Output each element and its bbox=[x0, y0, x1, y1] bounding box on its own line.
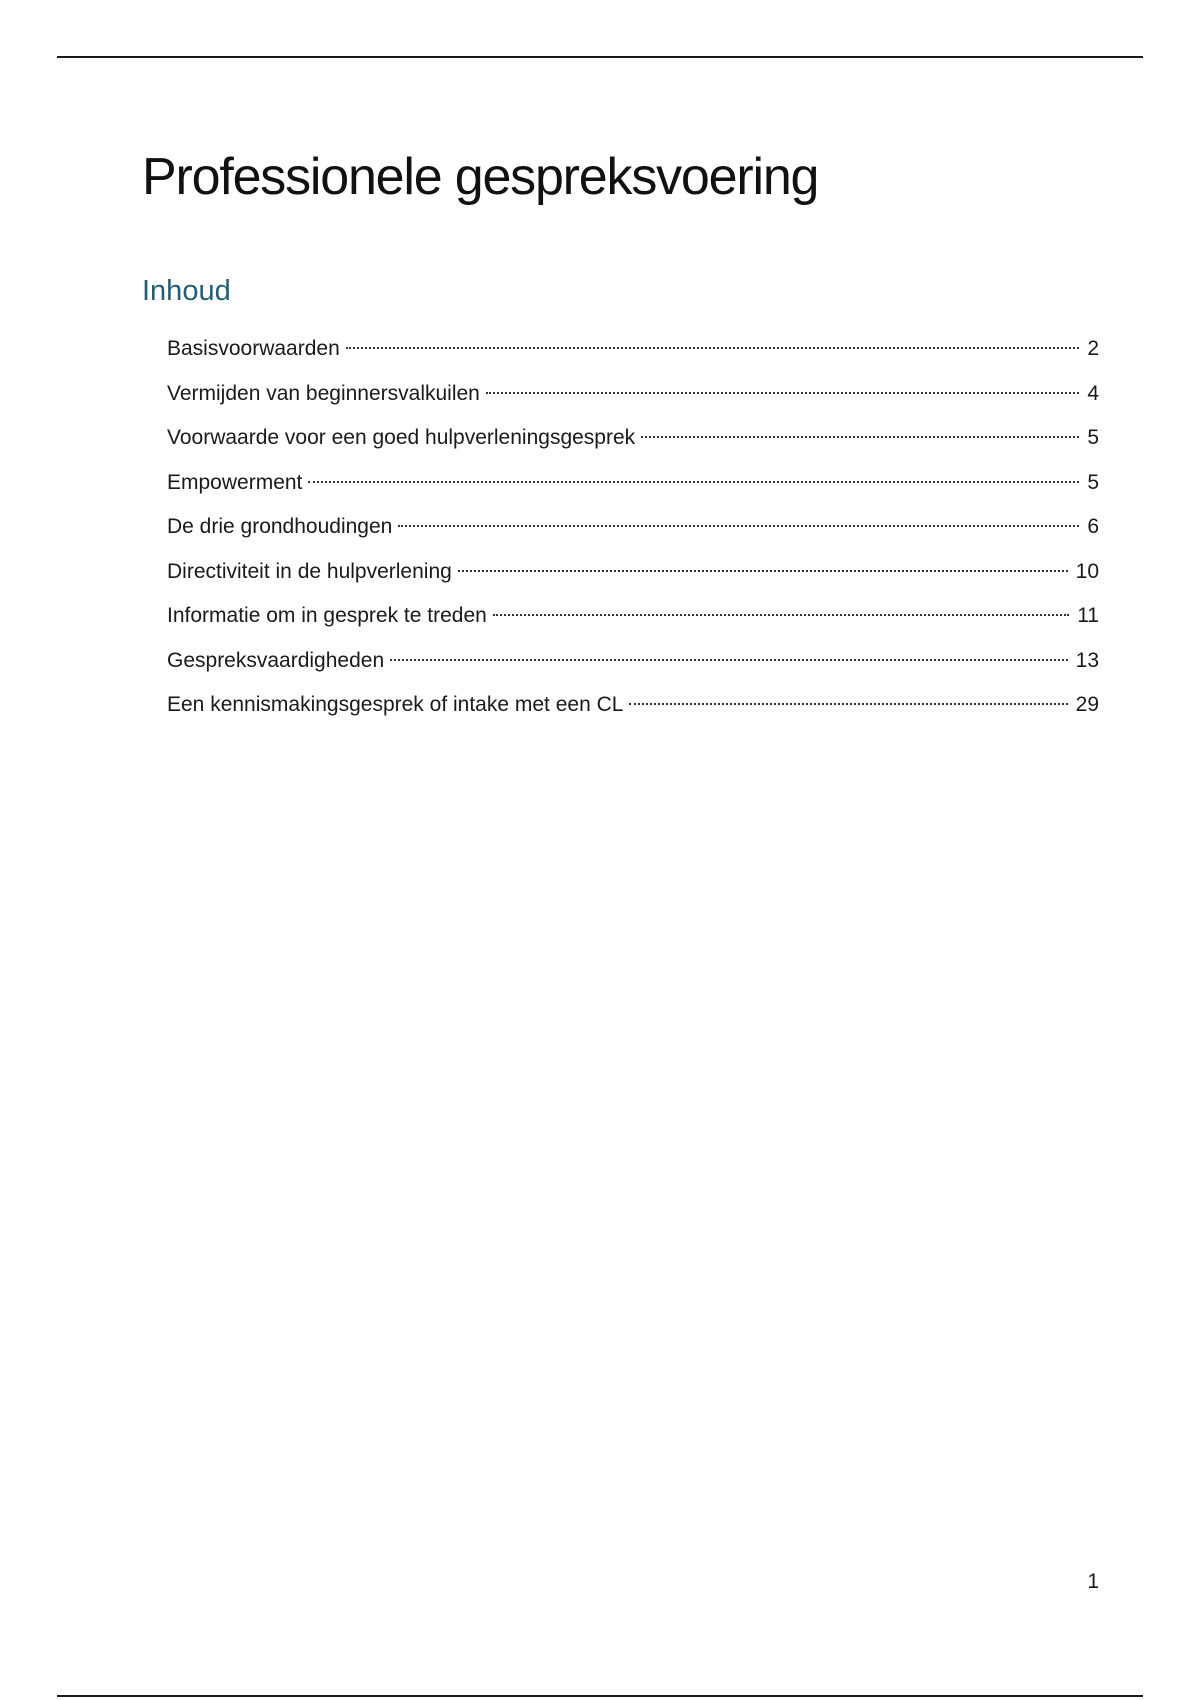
toc-dot-leader bbox=[486, 392, 1079, 394]
toc-dot-leader bbox=[493, 614, 1069, 616]
toc-entry-label: Voorwaarde voor een goed hulpverleningsgesprek bbox=[167, 426, 636, 449]
toc-entry-page: 5 bbox=[1087, 470, 1099, 494]
toc-entry[interactable] bbox=[167, 550, 1099, 595]
toc-entry-label: De drie grondhoudingen bbox=[167, 515, 393, 538]
toc-entry-label: Vermijden van beginnersvalkuilen bbox=[167, 381, 480, 405]
toc-entry-page: 13 bbox=[1075, 648, 1099, 672]
toc-dot-leader bbox=[308, 481, 1079, 483]
toc-entry-label: Directiviteit in de hulpverlening bbox=[167, 559, 452, 583]
toc-entry-page: 4 bbox=[1087, 381, 1099, 405]
header-rule bbox=[57, 56, 1143, 58]
toc-dot-leader bbox=[390, 659, 1068, 661]
toc-entry[interactable] bbox=[167, 416, 1099, 461]
toc-dot-leader bbox=[398, 525, 1079, 527]
toc-dot-leader bbox=[641, 436, 1079, 438]
toc-entry-page: 29 bbox=[1075, 693, 1099, 716]
toc-entry[interactable] bbox=[167, 594, 1099, 639]
document-title: Professionele gespreksvoering bbox=[142, 148, 819, 206]
toc-entry-page: 5 bbox=[1087, 426, 1099, 449]
toc-dot-leader bbox=[346, 347, 1080, 349]
toc-entry[interactable] bbox=[167, 372, 1099, 417]
toc-entry[interactable] bbox=[167, 461, 1099, 506]
toc-entry-label: Basisvoorwaarden bbox=[167, 337, 340, 360]
toc-entry-page: 11 bbox=[1077, 604, 1099, 627]
toc-entry-label: Informatie om in gesprek te treden bbox=[167, 604, 487, 627]
toc-entry[interactable] bbox=[167, 683, 1099, 728]
toc-entry-label: Empowerment bbox=[167, 470, 303, 494]
toc-dot-leader bbox=[458, 570, 1068, 572]
toc-entry-label: Een kennismakingsgesprek of intake met een CL bbox=[167, 693, 624, 716]
footer-rule bbox=[57, 1695, 1143, 1697]
toc-entry-label: Gespreksvaardigheden bbox=[167, 648, 385, 672]
toc-dot-leader bbox=[629, 703, 1067, 705]
toc-heading: Inhoud bbox=[142, 275, 231, 307]
toc-entry-page: 6 bbox=[1087, 515, 1099, 538]
toc-entry[interactable] bbox=[167, 505, 1099, 550]
table-of-contents bbox=[167, 327, 1099, 728]
toc-entry[interactable] bbox=[167, 639, 1099, 684]
toc-entry-page: 2 bbox=[1087, 337, 1099, 360]
toc-entry-page: 10 bbox=[1075, 559, 1099, 583]
page-number: 1 bbox=[1087, 1570, 1099, 1593]
toc-entry[interactable] bbox=[167, 327, 1099, 372]
